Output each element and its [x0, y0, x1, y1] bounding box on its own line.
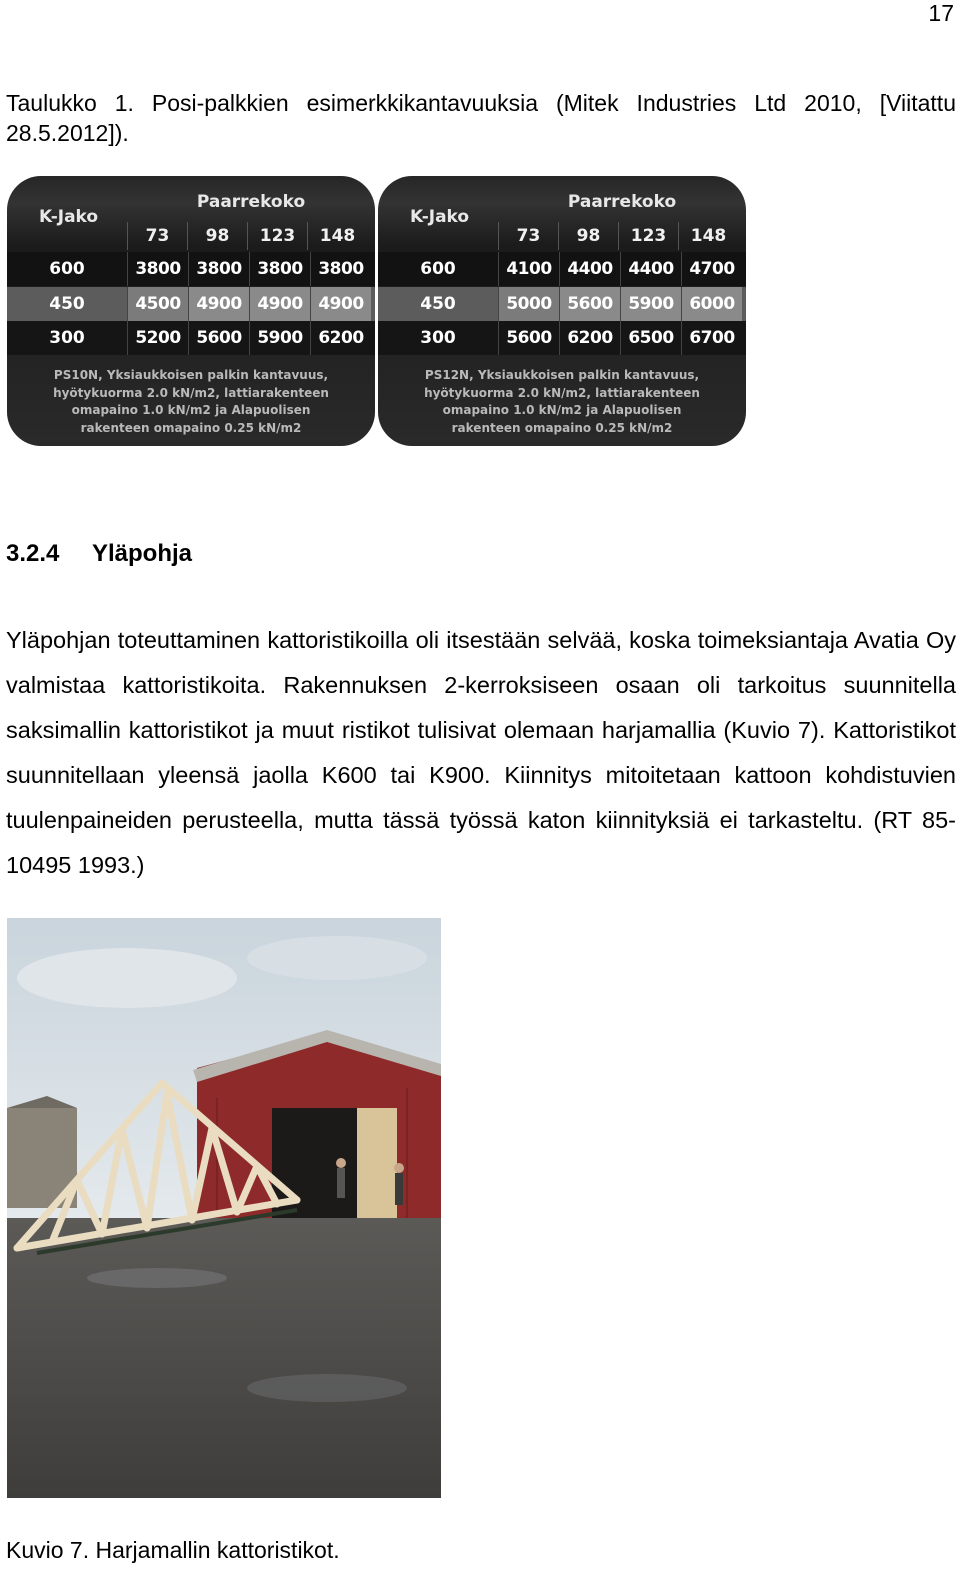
note-line: hyötykuorma 2.0 kN/m2, lattiarakenteen — [53, 385, 329, 400]
section-title: Yläpohja — [92, 540, 193, 567]
table-caption: Taulukko 1. Posi-palkkien esimerkkikantavuuksia (Mitek Industries Ltd 2010, [Viitattu 28.5.2012]). — [6, 90, 956, 146]
column-header: 73 — [127, 222, 187, 250]
column-headers — [127, 222, 367, 250]
table-cell: 4900 — [188, 287, 249, 321]
row-label: 600 — [49, 259, 85, 279]
note-line: omapaino 1.0 kN/m2 ja Alapuolisen — [442, 403, 682, 417]
section-heading — [6, 540, 192, 568]
load-table-ps12n — [378, 176, 746, 446]
table-cell: 6200 — [559, 321, 620, 355]
table-cell: 6000 — [681, 287, 742, 321]
table-cell: 3800 — [249, 252, 310, 286]
table-row — [378, 287, 746, 321]
table-cell: 4500 — [127, 287, 188, 321]
section-number: 3.2.4 — [6, 540, 60, 567]
table-cell: 6500 — [620, 321, 681, 355]
truss-photo — [7, 918, 441, 1498]
table-cell: 6700 — [681, 321, 742, 355]
note-line: rakenteen omapaino 0.25 kN/m2 — [80, 420, 302, 435]
figure-caption: Kuvio 7. Harjamallin kattoristikot. — [6, 1537, 340, 1563]
column-header: 123 — [247, 222, 307, 250]
note-line: PS10N, Yksiaukkoisen palkin kantavuus, — [53, 368, 329, 382]
table-row — [7, 287, 375, 321]
table-cell: 5600 — [188, 321, 249, 355]
table-row — [378, 252, 746, 286]
column-header: 98 — [558, 222, 618, 250]
note-line: omapaino 1.0 kN/m2 ja Alapuolisen — [71, 403, 311, 417]
table-note — [398, 367, 726, 437]
row-label: 300 — [49, 328, 85, 348]
table-cell: 4700 — [681, 252, 742, 286]
row-label: 450 — [420, 294, 456, 314]
table-cell: 5600 — [498, 321, 559, 355]
row-header: K-Jako — [39, 207, 99, 227]
table-cell: 3800 — [188, 252, 249, 286]
table-cell: 4900 — [310, 287, 371, 321]
table-cell: 4100 — [498, 252, 559, 286]
body-paragraph: Yläpohjan toteuttaminen kattoristikoilla oli itsestään selvää, koska toimeksiantaja Avatia Oy valmistaa kattoristikoita. Rakennuksen 2-kerroksiseen osaan oli tarkoitus suunnitella saksimallin kattoristikot ja muut ristikot tulisivat olemaan harjamallia (Kuvio 7). Kattoristikot suunnitellaan yleensä jaolla K600 tai K900. Kiinnitys mitoitetaan kattoon kohdistuvien tuulenpaineiden perusteella, mutta tässä työssä katon kiinnityksiä ei tarkasteltu. (RT 85-10495 1993.) — [6, 627, 956, 878]
column-group-header: Paarrekoko — [196, 192, 306, 212]
note-line: rakenteen omapaino 0.25 kN/m2 — [451, 420, 673, 435]
table-cell: 4400 — [559, 252, 620, 286]
table-row — [7, 321, 375, 355]
table-cell: 4400 — [620, 252, 681, 286]
table-cell: 4900 — [249, 287, 310, 321]
table-row — [7, 252, 375, 286]
note-line: PS12N, Yksiaukkoisen palkin kantavuus, — [424, 368, 700, 382]
column-header: 148 — [307, 222, 367, 250]
row-label: 300 — [420, 328, 456, 348]
column-header: 98 — [187, 222, 247, 250]
note-line: hyötykuorma 2.0 kN/m2, lattiarakenteen — [424, 385, 700, 400]
page-number: 17 — [928, 0, 954, 26]
table-cell: 3800 — [127, 252, 188, 286]
table-cell: 5200 — [127, 321, 188, 355]
load-table-ps10n — [7, 176, 375, 446]
truss-photo-illustration — [7, 918, 441, 1498]
row-header: K-Jako — [410, 207, 470, 227]
table-cell: 3800 — [310, 252, 371, 286]
table-cell: 5600 — [559, 287, 620, 321]
row-label: 450 — [49, 294, 85, 314]
table-row — [378, 321, 746, 355]
table-note — [27, 367, 355, 437]
table-cell: 5900 — [620, 287, 681, 321]
column-header: 73 — [498, 222, 558, 250]
table-cell: 6200 — [310, 321, 371, 355]
row-label: 600 — [420, 259, 456, 279]
table-cell: 5900 — [249, 321, 310, 355]
column-group-header: Paarrekoko — [567, 192, 677, 212]
table-cell: 5000 — [498, 287, 559, 321]
column-header: 123 — [618, 222, 678, 250]
column-header: 148 — [678, 222, 738, 250]
column-headers — [498, 222, 738, 250]
